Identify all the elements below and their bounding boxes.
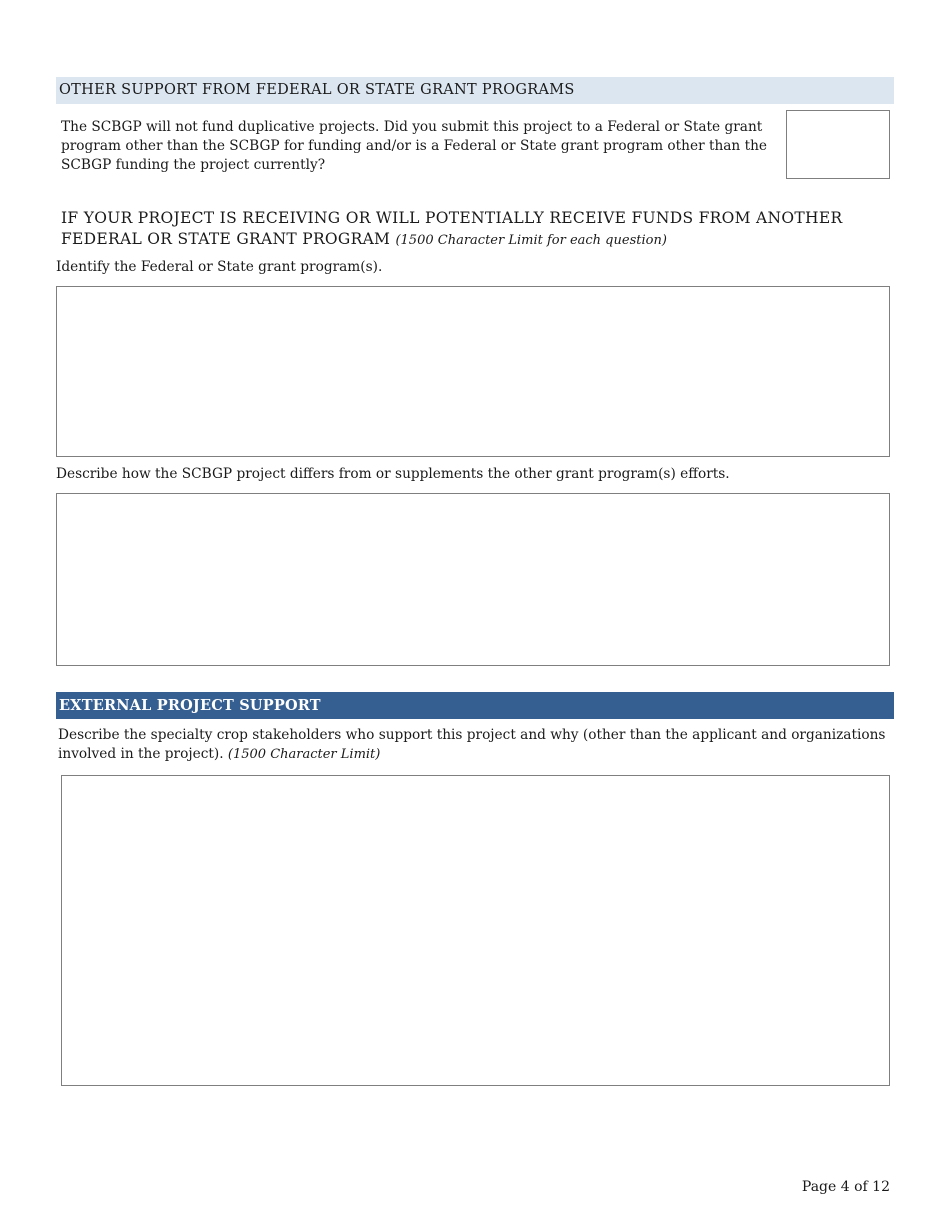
stakeholders-question-text: Describe the specialty crop stakeholders who support this project and why (other than the applicant and organizations involved in the project). <box>58 727 886 762</box>
character-limit-note: (1500 Character Limit for each question) <box>395 233 667 248</box>
subsection-heading-text: IF YOUR PROJECT IS RECEIVING OR WILL POTENTIALLY RECEIVE FUNDS FROM ANOTHER FEDERAL OR STATE GRANT PROGRAM <box>61 209 843 248</box>
stakeholders-answer-field[interactable] <box>61 775 890 1086</box>
duplicative-project-question: The SCBGP will not fund duplicative projects. Did you submit this project to a Federal or State grant program other than the SCBGP for funding and/or is a Federal or State grant program other than the SCBGP funding the project currently? <box>61 119 768 173</box>
section-header-external-support <box>56 692 894 719</box>
section-title: EXTERNAL PROJECT SUPPORT <box>59 697 321 714</box>
section-header-other-support <box>56 77 894 104</box>
page-number: Page 4 of 12 <box>801 1179 890 1195</box>
character-limit-note: (1500 Character Limit) <box>227 747 381 762</box>
stakeholders-question <box>58 726 888 764</box>
grant-program-question: Identify the Federal or State grant program(s). <box>56 259 383 275</box>
grant-program-answer-field[interactable] <box>56 286 890 457</box>
subsection-heading <box>61 208 891 251</box>
duplicative-project-answer-field[interactable] <box>786 110 890 179</box>
differs-question: Describe how the SCBGP project differs from or supplements the other grant program(s) efforts. <box>56 466 730 482</box>
differs-answer-field[interactable] <box>56 493 890 666</box>
section-title: OTHER SUPPORT FROM FEDERAL OR STATE GRANT PROGRAMS <box>59 82 575 98</box>
